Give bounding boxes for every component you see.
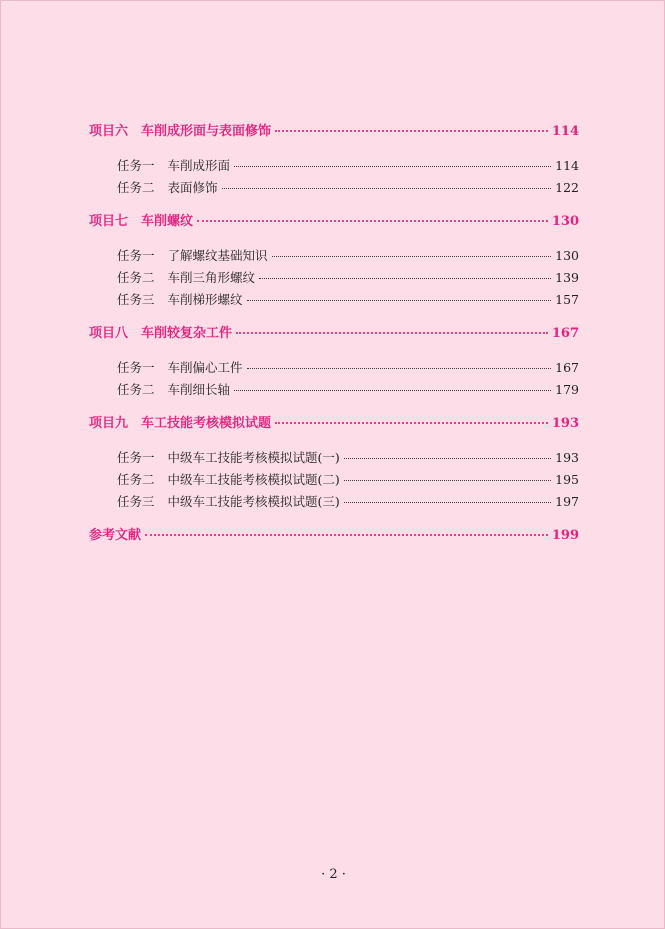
toc-page-number: 139 (555, 270, 579, 285)
toc-task-row[interactable] (89, 245, 579, 267)
toc-page-number: 157 (555, 292, 579, 307)
toc-chapter-title: 车削螺纹 (141, 214, 194, 229)
toc-chapter-row[interactable] (89, 120, 579, 144)
toc-dot-leader (247, 300, 552, 301)
toc-dot-leader (259, 278, 551, 279)
toc-dot-leader (236, 332, 548, 334)
toc-chapter-label: 项目六 (89, 124, 129, 139)
toc-dot-leader (272, 256, 552, 257)
toc-page-number: 179 (555, 382, 579, 397)
toc-dot-leader (275, 130, 548, 132)
toc-page-number: 114 (551, 124, 579, 139)
toc-task-title: 车削偏心工件 (167, 360, 243, 375)
toc-task-title: 车削成形面 (167, 158, 231, 173)
toc-page-number: 193 (551, 416, 579, 431)
toc-task-title: 中级车工技能考核模拟试题(二) (167, 472, 340, 487)
toc-chapter-row[interactable] (89, 322, 579, 346)
toc-task-title: 车削三角形螺纹 (167, 270, 256, 285)
toc-page-number: 197 (555, 494, 579, 509)
toc-task-row[interactable] (89, 177, 579, 199)
toc-dot-leader (275, 422, 548, 424)
toc-chapter-label: 项目九 (89, 416, 129, 431)
toc-task-label: 任务二 (117, 472, 155, 487)
toc-task-row[interactable] (89, 357, 579, 379)
toc-task-label: 任务二 (117, 180, 155, 195)
toc-task-title: 车削细长轴 (167, 382, 231, 397)
toc-dot-leader (247, 368, 552, 369)
toc-task-title: 了解螺纹基础知识 (167, 248, 268, 263)
toc-task-row[interactable] (89, 155, 579, 177)
toc-task-row[interactable] (89, 289, 579, 311)
toc-references-row[interactable] (89, 524, 579, 548)
toc-dot-leader (344, 502, 551, 503)
toc-dot-leader (222, 188, 552, 189)
toc-task-title: 中级车工技能考核模拟试题(一) (167, 450, 340, 465)
toc-chapter-label: 参考文献 (89, 528, 142, 543)
toc-page-number: 114 (555, 158, 579, 173)
toc-task-title: 表面修饰 (167, 180, 218, 195)
toc-page-number: 130 (555, 248, 579, 263)
toc-task-label: 任务二 (117, 382, 155, 397)
toc-task-label: 任务一 (117, 248, 155, 263)
table-of-contents (89, 120, 579, 548)
toc-task-label: 任务一 (117, 360, 155, 375)
toc-task-row[interactable] (89, 379, 579, 401)
toc-chapter-title: 车削较复杂工件 (141, 326, 233, 341)
toc-dot-leader (197, 220, 548, 222)
toc-task-row[interactable] (89, 469, 579, 491)
toc-dot-leader (234, 390, 551, 391)
toc-task-row[interactable] (89, 491, 579, 513)
toc-task-title: 中级车工技能考核模拟试题(三) (167, 494, 340, 509)
toc-dot-leader (145, 534, 548, 536)
toc-dot-leader (344, 480, 551, 481)
toc-task-label: 任务一 (117, 158, 155, 173)
toc-page-number: 130 (551, 214, 579, 229)
toc-chapter-row[interactable] (89, 412, 579, 436)
toc-chapter-title: 车工技能考核模拟试题 (141, 416, 272, 431)
toc-dot-leader (234, 166, 551, 167)
toc-chapter-label: 项目八 (89, 326, 129, 341)
toc-task-label: 任务三 (117, 292, 155, 307)
page-number: · 2 · (321, 867, 346, 882)
toc-page-number: 195 (555, 472, 579, 487)
toc-task-label: 任务一 (117, 450, 155, 465)
toc-task-label: 任务二 (117, 270, 155, 285)
toc-chapter-row[interactable] (89, 210, 579, 234)
toc-task-row[interactable] (89, 267, 579, 289)
toc-page-number: 193 (555, 450, 579, 465)
toc-page-number: 167 (555, 360, 579, 375)
toc-task-title: 车削梯形螺纹 (167, 292, 243, 307)
toc-chapter-label: 项目七 (89, 214, 129, 229)
toc-page-number: 122 (555, 180, 579, 195)
toc-task-label: 任务三 (117, 494, 155, 509)
toc-page-number: 199 (551, 528, 579, 543)
toc-page-number: 167 (551, 326, 579, 341)
toc-dot-leader (344, 458, 551, 459)
toc-chapter-title: 车削成形面与表面修饰 (141, 124, 272, 139)
toc-task-row[interactable] (89, 447, 579, 469)
